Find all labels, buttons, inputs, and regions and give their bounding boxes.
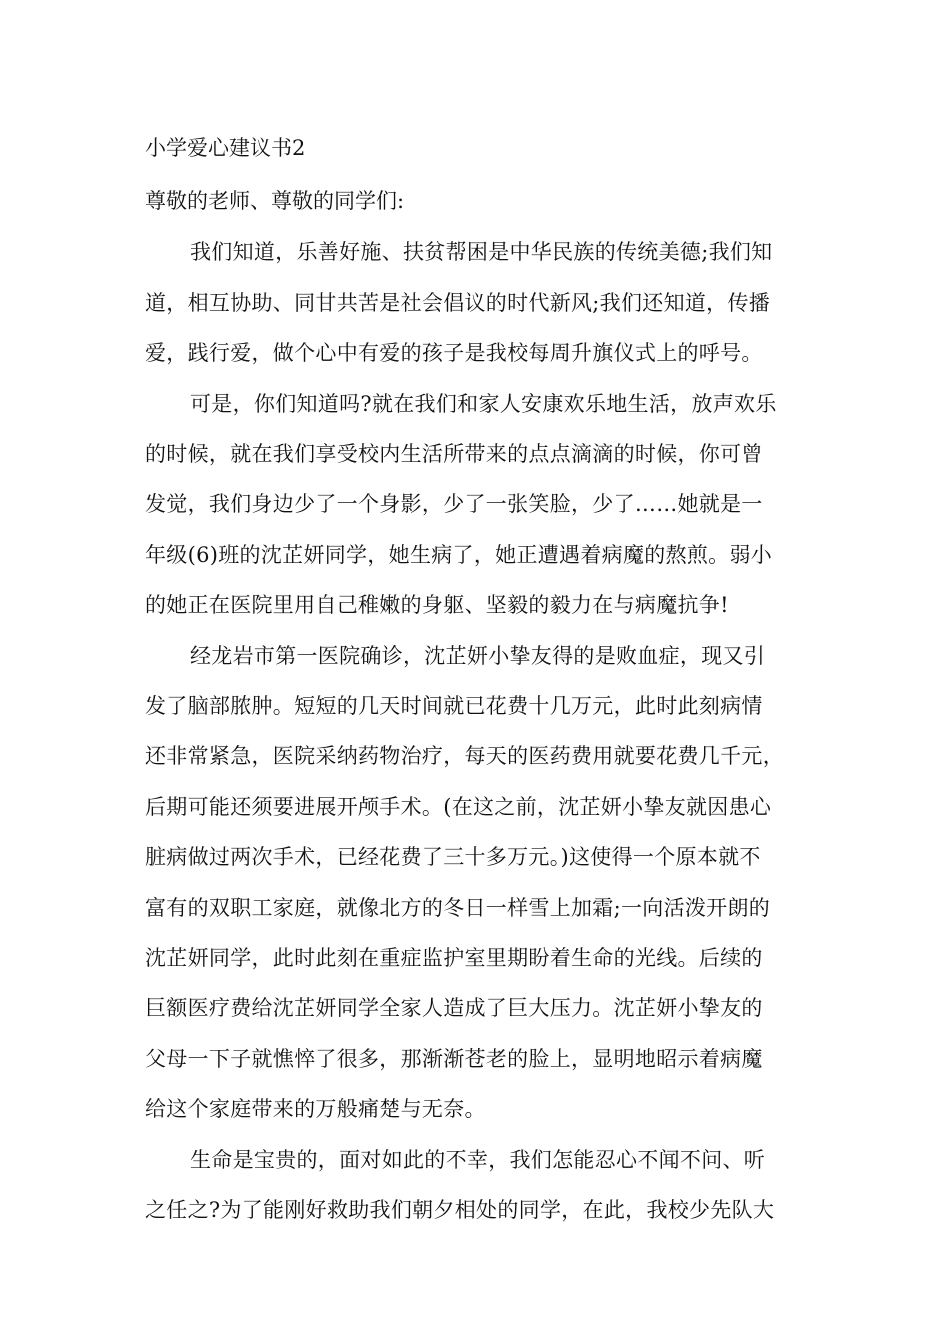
paragraph-line: 发了脑部脓肿。短短的几天时间就已花费十几万元，此时此刻病情	[145, 694, 763, 718]
paragraph-line: 富有的双职工家庭，就像北方的冬日一样雪上加霜;一向活泼开朗的	[145, 896, 771, 920]
paragraph-line: 爱，践行爱，做个心中有爱的孩子是我校每周升旗仪式上的呼号。	[145, 341, 763, 365]
paragraph-line: 还非常紧急，医院采纳药物治疗，每天的医药费用就要花费几千元，	[145, 744, 784, 768]
paragraph-line: 我们知道，乐善好施、扶贫帮困是中华民族的传统美德;我们知	[190, 240, 773, 264]
paragraph-line: 的时候，就在我们享受校内生活所带来的点点滴滴的时候，你可曾	[145, 442, 763, 466]
paragraph-line: 后期可能还须要进展开颅手术。(在这之前，沈芷妍小挚友就因患心	[145, 795, 772, 819]
paragraph-line: 经龙岩市第一医院确诊，沈芷妍小挚友得的是败血症，现又引	[190, 644, 766, 668]
paragraph-line: 年级(6)班的沈芷妍同学，她生病了，她正遭遇着病魔的熬煎。弱小	[145, 543, 773, 567]
paragraph-line: 给这个家庭带来的万般痛楚与无奈。	[145, 1097, 486, 1121]
salutation: 尊敬的老师、尊敬的同学们:	[145, 189, 405, 213]
paragraph-line: 沈芷妍同学，此时此刻在重症监护室里期盼着生命的光线。后续的	[145, 946, 763, 970]
paragraph-line: 生命是宝贵的，面对如此的不幸，我们怎能忍心不闻不问、听	[190, 1148, 766, 1172]
paragraph-line: 脏病做过两次手术，已经花费了三十多万元。)这使得一个原本就不	[145, 845, 761, 869]
paragraph-line: 之任之?为了能刚好救助我们朝夕相处的同学，在此，我校少先队大	[145, 1198, 775, 1222]
paragraph-line: 的她正在医院里用自己稚嫩的身躯、坚毅的毅力在与病魔抗争!	[145, 593, 729, 617]
document-heading: 小学爱心建议书2	[145, 136, 306, 160]
paragraph-line: 父母一下子就憔悴了很多，那渐渐苍老的脸上，显明地昭示着病魔	[145, 1047, 763, 1071]
paragraph-line: 道，相互协助、同甘共苦是社会倡议的时代新风;我们还知道，传播	[145, 291, 771, 315]
paragraph-line: 可是，你们知道吗?就在我们和家人安康欢乐地生活，放声欢乐	[190, 392, 777, 416]
paragraph-line: 巨额医疗费给沈芷妍同学全家人造成了巨大压力。沈芷妍小挚友的	[145, 996, 763, 1020]
paragraph-line: 发觉，我们身边少了一个身影，少了一张笑脸，少了……她就是一	[145, 492, 763, 516]
